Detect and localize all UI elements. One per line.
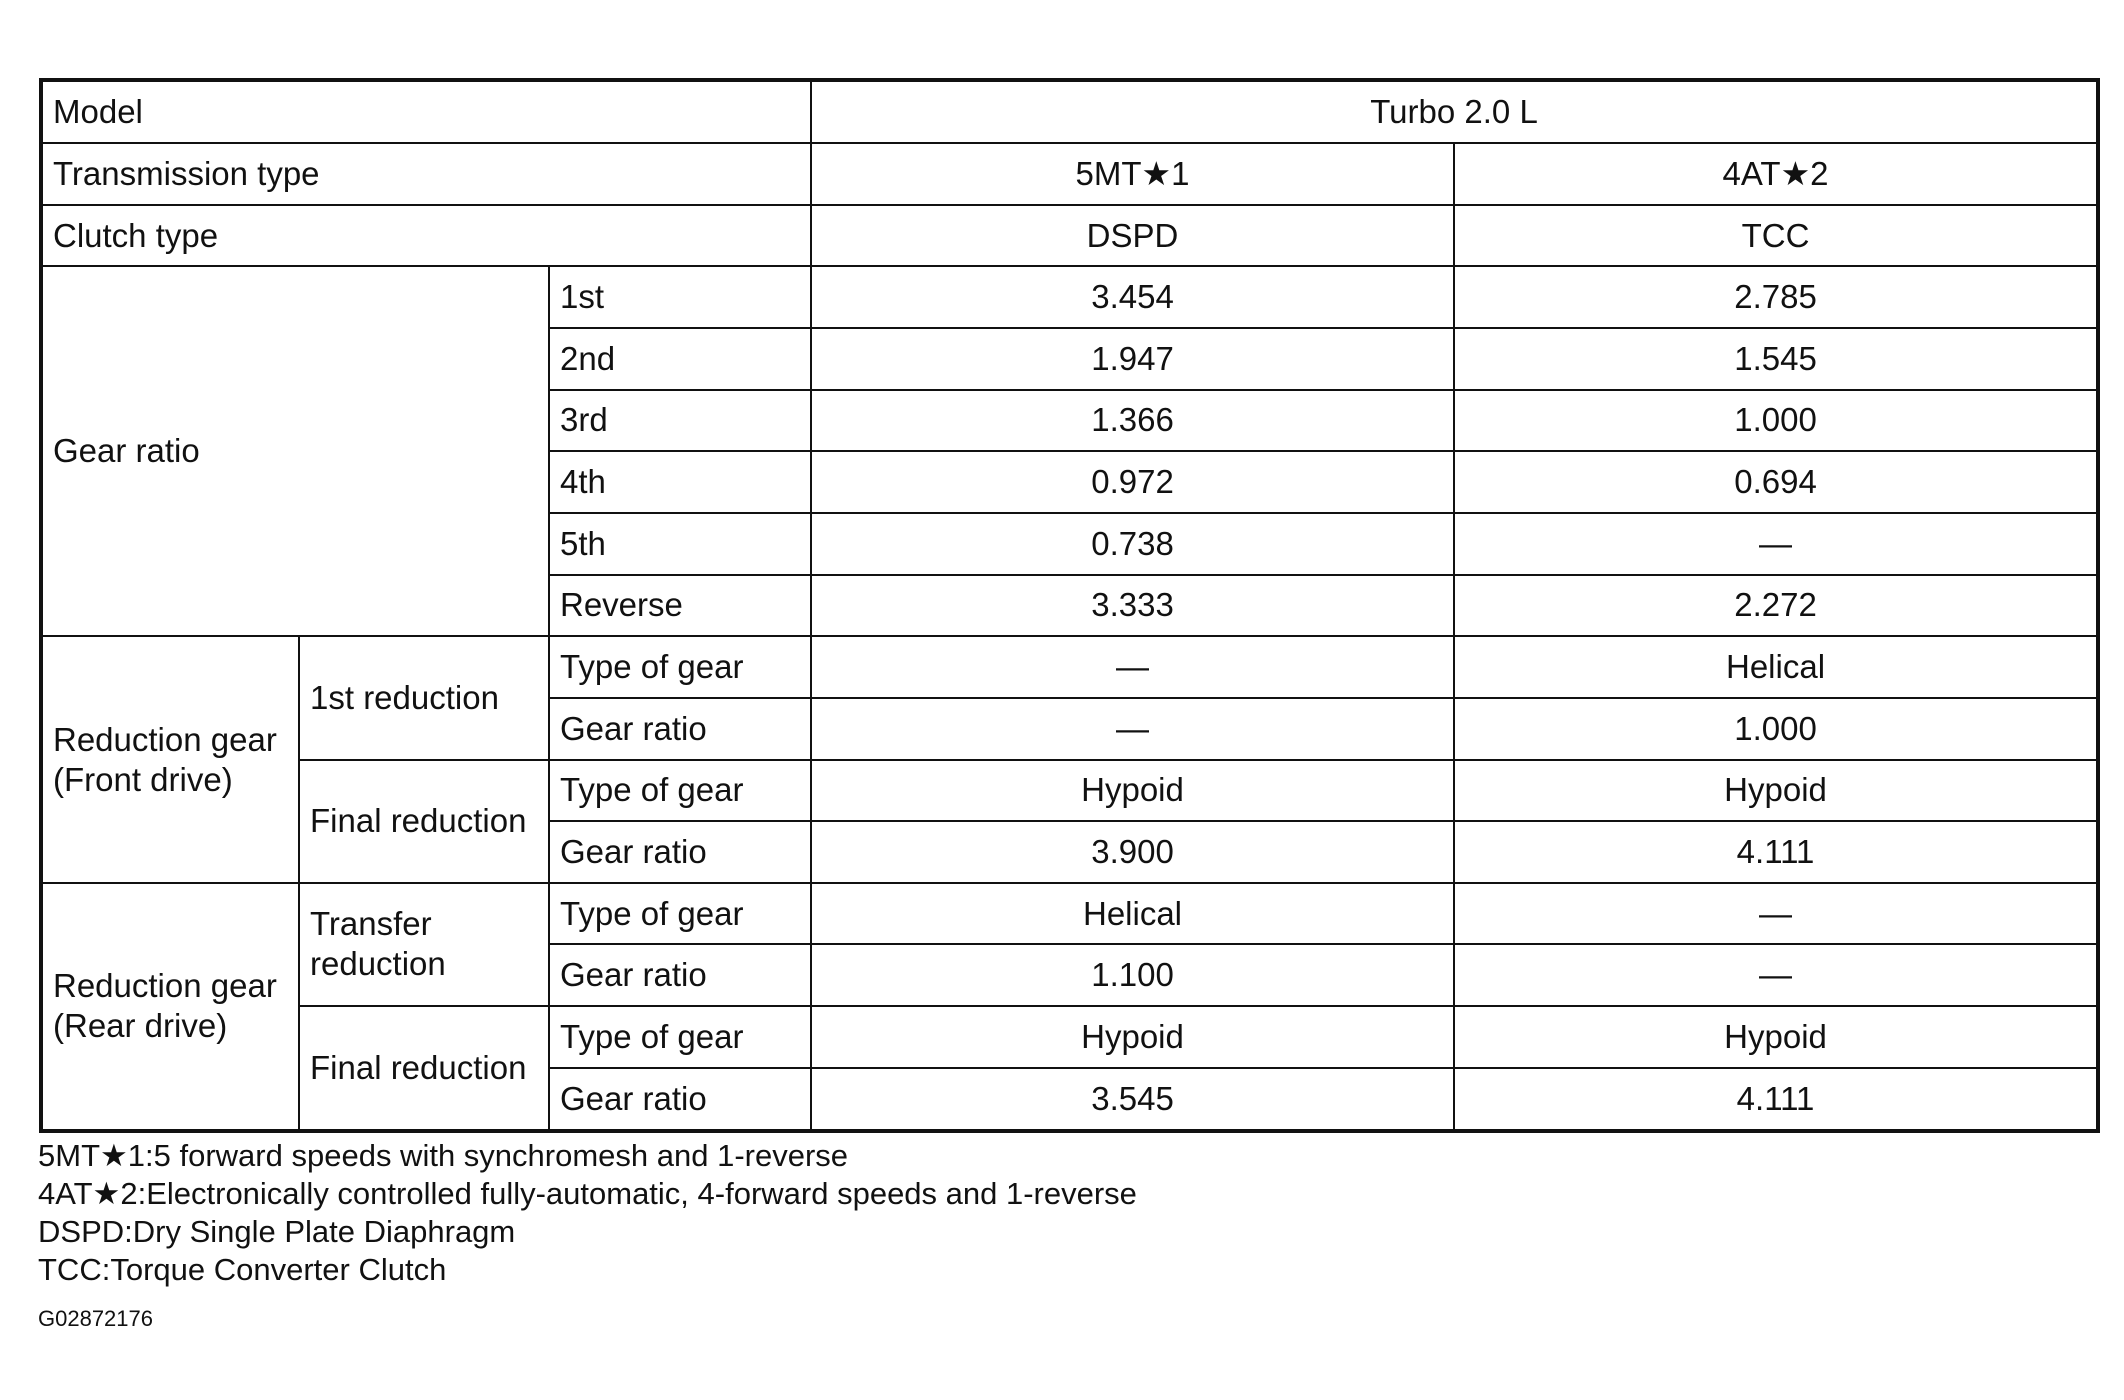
rear-at-value: — [1454, 944, 2098, 1006]
front-mt-value: — [811, 698, 1454, 760]
rear-at-value: — [1454, 883, 2098, 945]
front-mt-value: 3.900 [811, 821, 1454, 883]
footnote: TCC:Torque Converter Clutch [38, 1252, 447, 1287]
footnote: DSPD:Dry Single Plate Diaphragm [38, 1214, 516, 1249]
gear-at-value: 1.000 [1454, 390, 2098, 452]
gear-at-value: 2.785 [1454, 266, 2098, 328]
gear-name: 4th [549, 451, 811, 513]
gear-at-value: 2.272 [1454, 575, 2098, 637]
front-at-value: Hypoid [1454, 760, 2098, 822]
front-mt-value: Hypoid [811, 760, 1454, 822]
front-reduction-row [41, 636, 2098, 698]
front-at-value: Helical [1454, 636, 2098, 698]
front-mt-value: — [811, 636, 1454, 698]
rear-at-value: 4.111 [1454, 1068, 2098, 1131]
specifications-table [39, 78, 2100, 1133]
gear-at-value: 0.694 [1454, 451, 2098, 513]
front-at-value: 1.000 [1454, 698, 2098, 760]
figure-id: G02872176 [38, 1306, 153, 1331]
rear-mt-value: Helical [811, 883, 1454, 945]
rear-item-label: Type of gear [549, 883, 811, 945]
transmission-row [41, 143, 2098, 205]
gear-mt-value: 3.454 [811, 266, 1454, 328]
footnotes [38, 1137, 1137, 1289]
gear-row [41, 266, 2098, 328]
rear-transfer-reduction-label: Transfer reduction [299, 883, 549, 1006]
front-first-reduction-label: 1st reduction [299, 636, 549, 759]
transmission-at: 4AT★2 [1454, 143, 2098, 205]
rear-item-label: Type of gear [549, 1006, 811, 1068]
gear-name: 5th [549, 513, 811, 575]
front-reduction-row [41, 760, 2098, 822]
gear-ratio-label: Gear ratio [41, 266, 549, 636]
gear-name: 2nd [549, 328, 811, 390]
model-label: Model [41, 80, 811, 143]
front-final-reduction-label: Final reduction [299, 760, 549, 883]
rear-at-value: Hypoid [1454, 1006, 2098, 1068]
gear-at-value: 1.545 [1454, 328, 2098, 390]
rear-reduction-row [41, 1006, 2098, 1068]
footnote: 4AT★2:Electronically controlled fully-automatic, 4-forward speeds and 1-reverse [38, 1176, 1137, 1211]
front-item-label: Gear ratio [549, 821, 811, 883]
clutch-mt: DSPD [811, 205, 1454, 267]
front-reduction-label: Reduction gear (Front drive) [41, 636, 299, 883]
rear-final-reduction-label: Final reduction [299, 1006, 549, 1131]
clutch-label: Clutch type [41, 205, 811, 267]
front-item-label: Gear ratio [549, 698, 811, 760]
front-item-label: Type of gear [549, 636, 811, 698]
front-at-value: 4.111 [1454, 821, 2098, 883]
model-row [41, 80, 2098, 143]
rear-mt-value: 1.100 [811, 944, 1454, 1006]
clutch-at: TCC [1454, 205, 2098, 267]
gear-name: 1st [549, 266, 811, 328]
gear-mt-value: 1.366 [811, 390, 1454, 452]
model-value: Turbo 2.0 L [811, 80, 2098, 143]
transmission-label: Transmission type [41, 143, 811, 205]
rear-mt-value: 3.545 [811, 1068, 1454, 1131]
gear-mt-value: 0.738 [811, 513, 1454, 575]
rear-reduction-row [41, 883, 2098, 945]
clutch-row [41, 205, 2098, 267]
front-item-label: Type of gear [549, 760, 811, 822]
gear-name: 3rd [549, 390, 811, 452]
gear-at-value: — [1454, 513, 2098, 575]
rear-mt-value: Hypoid [811, 1006, 1454, 1068]
rear-item-label: Gear ratio [549, 1068, 811, 1131]
gear-mt-value: 3.333 [811, 575, 1454, 637]
footnote: 5MT★1:5 forward speeds with synchromesh and 1-reverse [38, 1138, 849, 1173]
gear-mt-value: 1.947 [811, 328, 1454, 390]
rear-reduction-label: Reduction gear (Rear drive) [41, 883, 299, 1131]
gear-name: Reverse [549, 575, 811, 637]
rear-item-label: Gear ratio [549, 944, 811, 1006]
transmission-mt: 5MT★1 [811, 143, 1454, 205]
gear-mt-value: 0.972 [811, 451, 1454, 513]
